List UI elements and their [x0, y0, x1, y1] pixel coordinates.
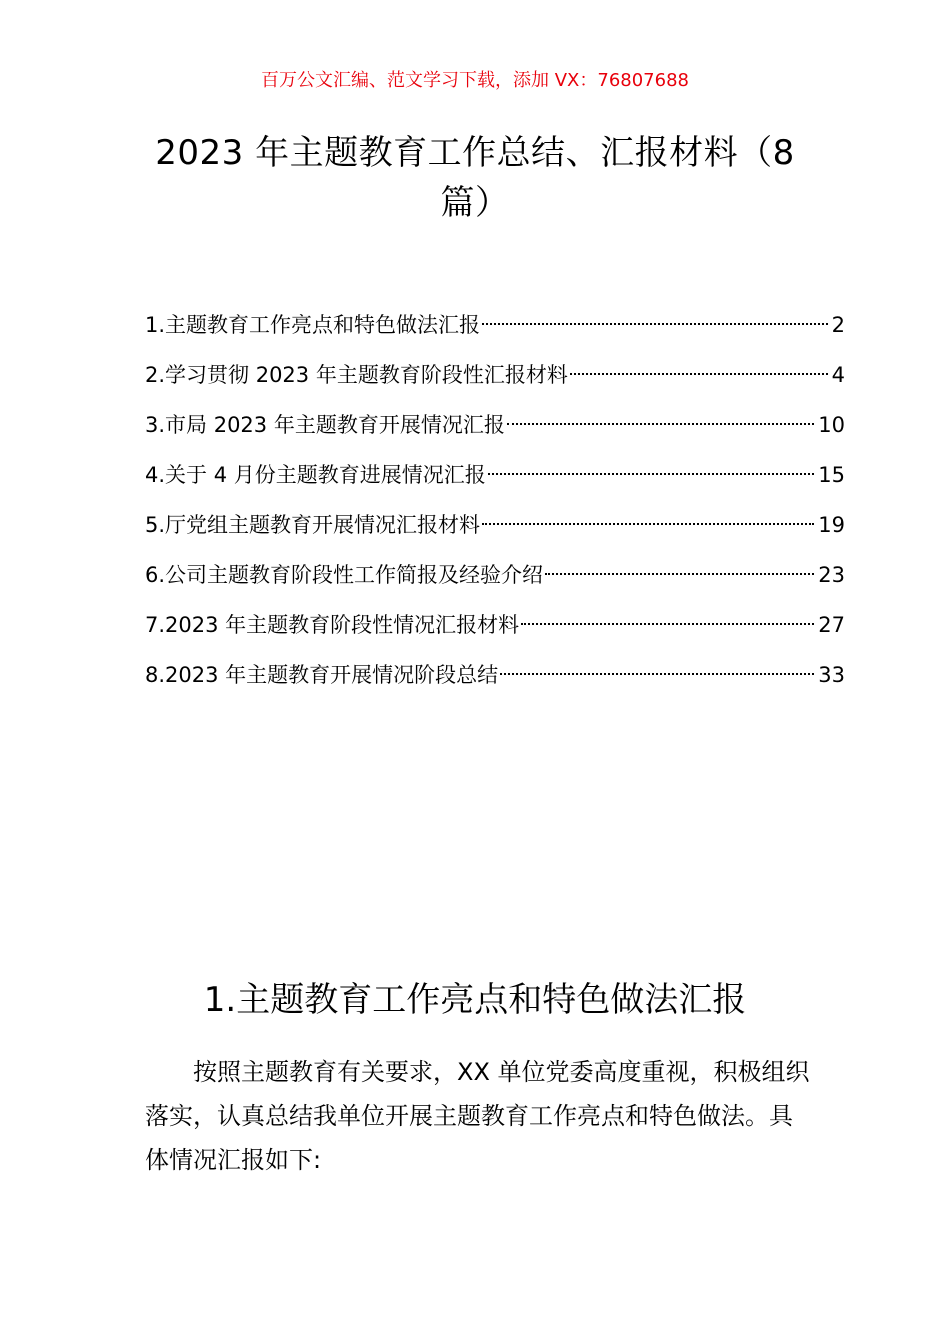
toc-leader-dots	[570, 373, 828, 375]
toc-entry-5[interactable]	[145, 508, 845, 558]
toc-leader-dots	[521, 623, 814, 625]
toc-page-number: 33	[818, 663, 845, 687]
toc-leader-dots	[507, 423, 814, 425]
toc-entry-3[interactable]	[145, 408, 845, 458]
toc-entry-8[interactable]	[145, 658, 845, 708]
toc-entry-label: 7.2023 年主题教育阶段性情况汇报材料	[145, 613, 520, 637]
toc-entry-2[interactable]	[145, 358, 845, 408]
toc-page-number: 10	[818, 413, 845, 437]
toc-page-number: 23	[818, 563, 845, 587]
toc-entry-7[interactable]	[145, 608, 845, 658]
section-heading: 1.主题教育工作亮点和特色做法汇报	[203, 980, 747, 1020]
promo-banner: 百万公文汇编、范文学习下载，添加 VX：76807688	[261, 70, 689, 91]
toc-entry-label: 8.2023 年主题教育开展情况阶段总结	[145, 663, 499, 687]
toc-leader-dots	[500, 673, 814, 675]
body-paragraph: 按照主题教育有关要求，XX 单位党委高度重视，积极组织落实，认真总结我单位开展主题教育工作亮点和特色做法。具体情况汇报如下:	[145, 1058, 810, 1174]
toc-entry-4[interactable]	[145, 458, 845, 508]
toc-page-number: 19	[818, 513, 845, 537]
toc-entry-6[interactable]	[145, 558, 845, 608]
toc-leader-dots	[482, 523, 814, 525]
toc-page-number: 4	[831, 363, 845, 387]
toc-leader-dots	[545, 573, 814, 575]
toc-leader-dots	[488, 473, 815, 475]
toc-entry-label: 6.公司主题教育阶段性工作简报及经验介绍	[145, 563, 544, 587]
toc-entry-label: 3.市局 2023 年主题教育开展情况汇报	[145, 413, 505, 437]
toc-leader-dots	[482, 323, 828, 325]
toc-entry-label: 4.关于 4 月份主题教育进展情况汇报	[145, 463, 486, 487]
toc-page-number: 15	[818, 463, 845, 487]
toc-page-number: 2	[831, 313, 845, 337]
document-title: 2023 年主题教育工作总结、汇报材料（8 篇）	[155, 133, 795, 223]
toc-entry-label: 5.厅党组主题教育开展情况汇报材料	[145, 513, 481, 537]
toc-entry-1[interactable]	[145, 308, 845, 358]
table-of-contents	[145, 308, 845, 708]
toc-entry-label: 2.学习贯彻 2023 年主题教育阶段性汇报材料	[145, 363, 568, 387]
toc-entry-label: 1.主题教育工作亮点和特色做法汇报	[145, 313, 481, 337]
toc-page-number: 27	[818, 613, 845, 637]
